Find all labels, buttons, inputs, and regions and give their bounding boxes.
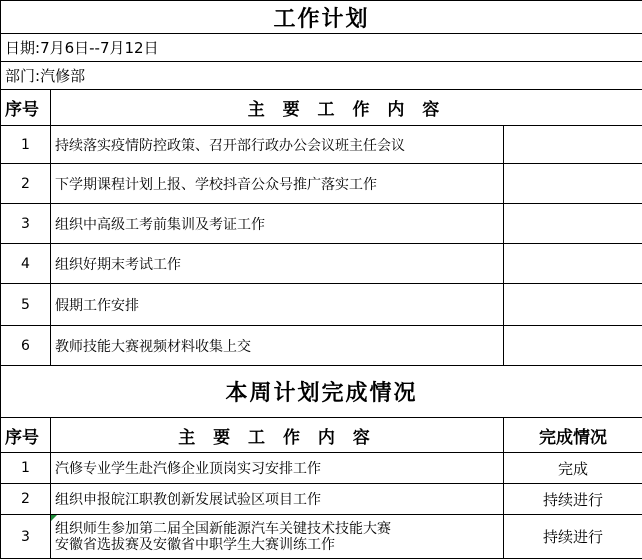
review-row-status: 持续进行 [504,484,642,515]
plan-row-text: 持续落实疫情防控政策、召开部行政办公会议班主任会议 [51,126,504,164]
table-row [1,244,642,284]
review-col-status-header: 完成情况 [504,418,642,453]
table-row [1,164,642,204]
plan-row-number: 4 [1,244,51,284]
plan-row-note [504,244,642,284]
table-row [1,453,642,484]
review-row-number: 2 [1,484,51,515]
review-row-text: 组织申报皖江职教创新发展试验区项目工作 [51,484,504,515]
review-row-status: 完成 [504,453,642,484]
table-row [1,126,642,164]
plan-row-note [504,126,642,164]
plan-row-number: 1 [1,126,51,164]
plan-row-text: 组织好期末考试工作 [51,244,504,284]
date-row [1,34,642,62]
plan-col-seq-header: 序号 [1,90,51,126]
review-row-text-line2: 安徽省选拔赛及安徽省中职学生大赛训练工作 [55,536,335,553]
plan-col-content-header: 主 要 工 作 内 容 [51,90,642,126]
plan-row-note [504,326,642,366]
review-col-content-header: 主 要 工 作 内 容 [51,418,504,453]
plan-row-note [504,284,642,326]
plan-row-number: 5 [1,284,51,326]
department-label: 部门: [5,67,41,85]
plan-row-text: 下学期课程计划上报、学校抖音公众号推广落实工作 [51,164,504,204]
plan-title: 工作计划 [1,1,642,34]
review-row-status: 持续进行 [504,515,642,559]
table-row [1,515,642,559]
table-row [1,326,642,366]
plan-row-text: 组织中高级工考前集训及考证工作 [51,204,504,244]
plan-row-note [504,204,642,244]
review-col-seq-header: 序号 [1,418,51,453]
review-row-number: 3 [1,515,51,559]
date-value: 7月6日--7月12日 [40,39,159,57]
plan-row-number: 3 [1,204,51,244]
plan-row-text: 教师技能大赛视频材料收集上交 [51,326,504,366]
review-row-number: 1 [1,453,51,484]
date-label: 日期: [5,39,41,57]
review-title: 本周计划完成情况 [1,366,642,418]
department-value: 汽修部 [40,67,86,85]
department-row [1,62,642,90]
review-row-text: 汽修专业学生赴汽修企业顶岗实习安排工作 [51,453,504,484]
table-row [1,204,642,244]
table-row [1,284,642,326]
review-row-text-line1: 组织师生参加第二届全国新能源汽车关键技术技能大赛 [55,520,391,537]
review-row-text [51,515,504,559]
plan-row-number: 2 [1,164,51,204]
plan-row-number: 6 [1,326,51,366]
plan-row-note [504,164,642,204]
table-row [1,484,642,515]
plan-row-text: 假期工作安排 [51,284,504,326]
